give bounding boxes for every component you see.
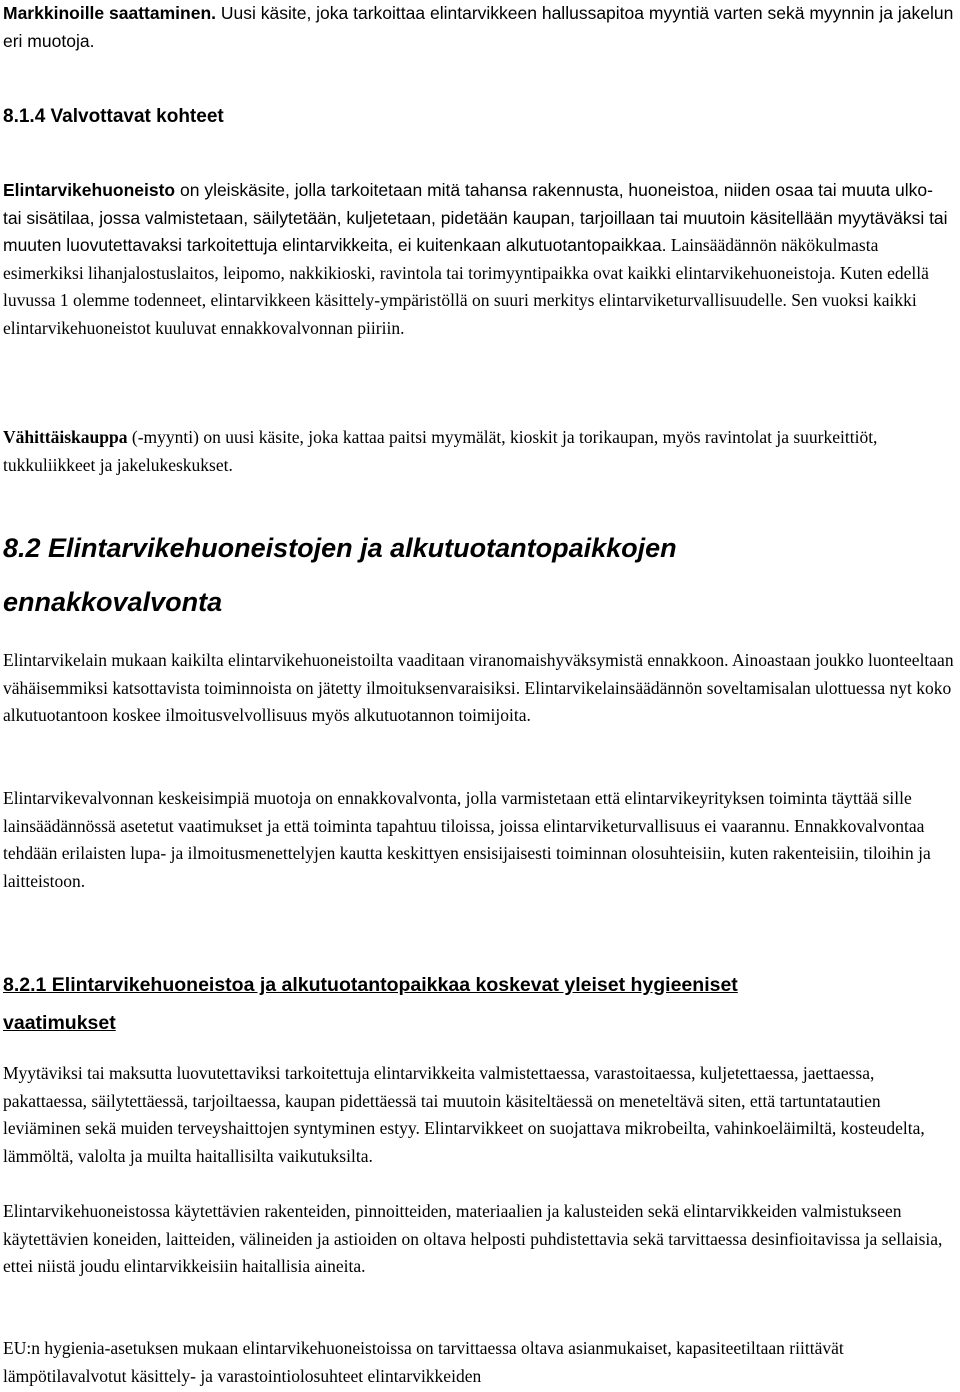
section-8-1-4-heading: 8.1.4 Valvottavat kohteet bbox=[3, 106, 224, 127]
section-8-1-4-paragraph-2 bbox=[3, 424, 955, 479]
section-8-2-1-heading bbox=[3, 966, 738, 1042]
section-8-2-paragraph-1: Elintarvikelain mukaan kaikilta elintarvikehuoneistoilta vaaditaan viranomaishyväksymistä ennakkoon. Ainoastaan joukko luonteeltaan vähäisemmiksi katsottavista toiminnoista on jätetty ilmoituksenvaraisiksi. Elintarvikelainsäädännön soveltamisalan ulottuessa nyt koko alkutuotantoon koskee ilmoitusvelvollisuus myös alkutuotannon toimijoita. bbox=[3, 650, 954, 725]
elintarvikehuoneisto-explanation: Lainsäädännön näkökulmasta esimerkiksi lihanjalostuslaitos, leipomo, nakkikioski, ravintola tai torimyyntipaikka ovat kaikki elintarvikehuoneistoja. Kuten edellä luvussa 1 olemme todenneet, elintarvikkeen käsittely-ympäristöllä on suuri merkitys elintarviketurvallisuudelle. Sen vuoksi kaikki elintarvikehuoneistot kuuluvat ennakkovalvonnan piiriin. bbox=[3, 235, 929, 338]
vahittaiskauppa-definition: (-myynti) on uusi käsite, joka kattaa paitsi myymälät, kioskit ja torikaupan, myös ravintolat ja suurkeittiöt, tukkuliikkeet ja jakelukeskukset. bbox=[3, 427, 878, 475]
section-8-1-4-paragraph-1 bbox=[3, 177, 955, 342]
elintarvikehuoneisto-term: Elintarvikehuoneisto bbox=[3, 180, 176, 200]
intro-paragraph bbox=[3, 0, 955, 55]
section-8-2-heading bbox=[3, 521, 677, 629]
section-8-2-1-paragraph-1: Myytäviksi tai maksutta luovutettaviksi tarkoitettuja elintarvikkeita valmistettaessa, varastoitaessa, kuljetettaessa, jaettaessa, pakattaessa, säilytettäessä, tarjoiltaessa, kaupan pidettäessä tai muutoin käsiteltäessä on meneteltävä siten, että tartuntatautien leviäminen sekä muiden terveyshaittojen syntyminen estyy. Elintarvikkeet on suojattava mikrobeilta, vahinkoeläimiltä, kosteudelta, lämmöltä, valolta ja muilta haitallisilta vaikutuksilta. bbox=[3, 1063, 925, 1166]
elintarvikehuoneisto-definition: on yleiskäsite, jolla tarkoitetaan mitä tahansa rakennusta, huoneistoa, niiden osaa tai muuta ulko- tai sisätilaa, jossa valmistetaan, säilytetään, kuljetetaan, pidetään kaupan, tarjoillaan tai muutoin käsitellään myytäväksi tai muuten luovutettavaksi tarkoitettuja elintarvikkeita, ei kuitenkaan alkutuotantopaikkaa. bbox=[3, 180, 948, 255]
section-8-2-1-paragraph-2: Elintarvikehuoneistossa käytettävien rakenteiden, pinnoitteiden, materiaalien ja kalusteiden sekä elintarvikkeiden valmistukseen käytettävien koneiden, laitteiden, välineiden ja astioiden on oltava helposti puhdistettavia sekä tarvittaessa desinfioitavissa ja sellaisia, ettei niistä joudu elintarvikkeisiin haitallisia aineita. bbox=[3, 1201, 943, 1276]
section-8-2-paragraph-2: Elintarvikevalvonnan keskeisimpiä muotoja on ennakkovalvonta, jolla varmistetaan että elintarvikeyrityksen toiminta täyttää sille lainsäädännössä asetetut vaatimukset ja että toiminta tapahtuu tiloissa, joissa elintarviketurvallisuus ei vaarannu. Ennakkovalvontaa tehdään erilaisten lupa- ja ilmoitusmenettelyjen kautta keskittyen ensisijaisesti toiminnan olosuhteisiin, kuten rakenteisiin, tiloihin ja laitteistoon. bbox=[3, 788, 931, 891]
intro-text: Uusi käsite, joka tarkoittaa elintarvikkeen hallussapitoa myyntiä varten sekä myynnin ja jakelun eri muotoja. bbox=[3, 3, 954, 51]
section-8-2-1-paragraph-3: EU:n hygienia-asetuksen mukaan elintarvikehuoneistoissa on tarvittaessa oltava asianmukaiset, kapasiteetiltaan riittävät lämpötilavalvotut käsittely- ja varastointiolosuhteet elintarvikkeiden bbox=[3, 1338, 844, 1386]
vahittaiskauppa-term: Vähittäiskauppa bbox=[3, 427, 128, 447]
section-8-2-1-heading-line-1: 8.2.1 Elintarvikehuoneistoa ja alkutuotantopaikkaa koskevat yleiset hygieeniset bbox=[3, 974, 738, 996]
section-8-2-heading-line-2: ennakkovalvonta bbox=[3, 587, 223, 617]
section-8-2-heading-line-1: 8.2 Elintarvikehuoneistojen ja alkutuotantopaikkojen bbox=[3, 533, 677, 563]
intro-term: Markkinoille saattaminen. bbox=[3, 3, 216, 23]
section-8-2-1-heading-line-2: vaatimukset bbox=[3, 1012, 116, 1034]
